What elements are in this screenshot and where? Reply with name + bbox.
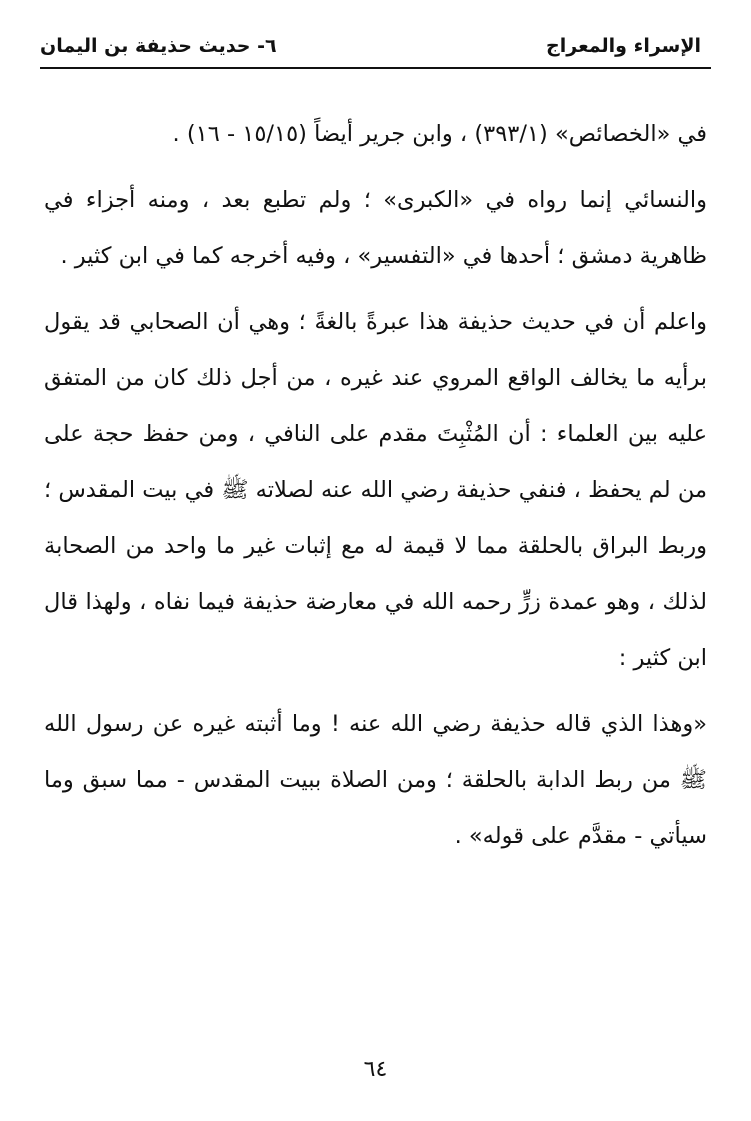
header-divider [40, 67, 711, 69]
page-number: ٦٤ [363, 1057, 388, 1082]
paragraph-quote: «وهذا الذي قاله حذيفة رضي الله عنه ! وما أثبته غيره عن رسول الله ﷺ من ربط الدابة بالحلقة ؛ ومن الصلاة ببيت المقدس - مما سبق وما سيأتي - مقدَّم على قوله» . [44, 711, 707, 849]
paragraph-lesson: واعلم أن في حديث حذيفة هذا عبرةً بالغةً ؛ وهي أن الصحابي قد يقول برأيه ما يخالف الواقع المروي عند غيره ، من أجل ذلك كان من المتفق عليه بين العلماء : أن المُثْبِتَ مقدم على النافي ، ومن حفظ حجة على من لم يحفظ ، فنفي حذيفة رضي الله عنه لصلاته ﷺ في بيت المقدس ؛ وربط البراق بالحلقة مما لا قيمة له مع إثبات غير ما واحد من الصحابة لذلك ، وهو عمدة زرٍّ رحمه الله في معارضة حذيفة فيما نفاه ، ولهذا قال ابن كثير : [44, 309, 707, 671]
book-title: الإسراء والمعراج [546, 35, 701, 57]
running-header [40, 28, 701, 64]
paragraph-citation: في «الخصائص» (٣٩٣/١) ، وابن جرير أيضاً (١٥/١٥ - ١٦) . [172, 121, 707, 147]
body-text [44, 106, 707, 864]
chapter-title: ٦- حديث حذيفة بن اليمان [40, 35, 277, 57]
paragraph-nasai: والنسائي إنما رواه في «الكبرى» ؛ ولم تطبع بعد ، ومنه أجزاء في ظاهرية دمشق ؛ أحدها في «التفسير» ، وفيه أخرجه كما في ابن كثير . [44, 187, 707, 269]
